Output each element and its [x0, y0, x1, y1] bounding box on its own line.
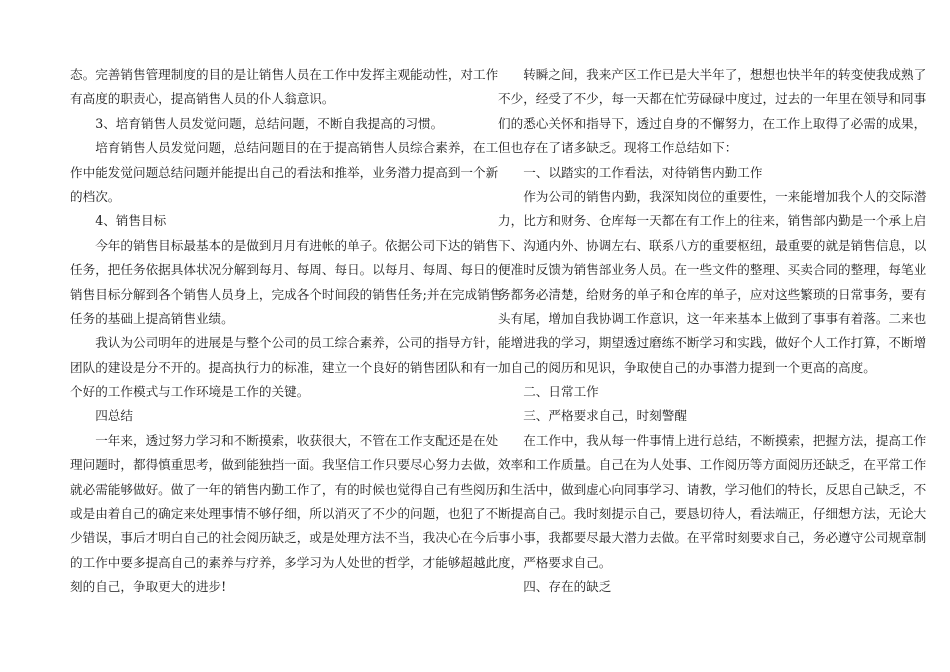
text-line: 作中能发觉问题总结问题并能提出自己的看法和推举，业务潜力提高到一个新 — [70, 164, 499, 180]
text-line: 3、培育销售人员发觉问题，总结问题，不断自我提高的习惯。 — [95, 115, 444, 131]
text-line: 的工作中要多提高自己的素养与疗养，多学习为人处世的哲学，才能够超越此 — [70, 554, 499, 570]
text-line: 头有尾，增加自我协调工作意识，这一年来基本上做到了事事有着落。二来也 — [498, 310, 927, 326]
text-line: 四总结 — [95, 408, 133, 424]
text-line: 销售目标分解到各个销售人员身上，完成各个时间段的销售任务;并在完成销售 — [70, 286, 503, 302]
text-line: 刻的自己，争取更大的进步! — [70, 579, 227, 595]
text-line: 不少，经受了不少，每一天都在忙劳碌碌中度过，过去的一年里在领导和同事 — [498, 91, 927, 107]
text-line: 但也存在了诸多缺乏。现将工作总结如下： — [498, 140, 738, 156]
text-line: 作为公司的销售内勤，我深知岗位的重要性，一来能增加我个人的交际潜 — [523, 188, 927, 204]
text-line: 转瞬之间，我来产区工作已是大半年了，想想也快半年的转变使我成熟了 — [523, 67, 927, 82]
text-line: 三、严格要求自己，时刻警醒 — [523, 408, 687, 424]
text-line: 的档次。 — [70, 188, 121, 204]
text-line: 或是由着自己的确定来处理事情不够仔细，所以消灭了不少的问题，也犯了不 — [70, 506, 499, 522]
text-line: 度，严格要求自己。 — [498, 554, 612, 570]
right-text-column — [498, 63, 927, 600]
text-line: 和生活中，做到虚心向同事学习、请教，学习他们的特长，反思自己缺乏，不 — [498, 481, 927, 497]
left-text-column — [70, 63, 511, 600]
text-line: 任务，把任务依据具体状况分解到每月、每周、每日。以每月、每周、每日的 — [70, 262, 499, 278]
text-line: 断提高自己。我时刻提示自己，要恳切待人，看法端正，仔细想方法，无论大 — [498, 506, 927, 522]
text-line: 力，比方和财务、仓库每一天都在有工作上的往来，销售部内勤是一个承上启 — [498, 213, 927, 229]
text-line: 少错误，事后才明白自己的社会阅历缺乏，或是处理方法不当，我决心在今后 — [70, 530, 499, 546]
text-line: 便准时反馈为销售部业务人员。在一些文件的整理、买卖合同的整理，每笔业 — [498, 262, 927, 278]
text-line: 四、存在的缺乏 — [523, 579, 612, 595]
text-line: 任务的基础上提高销售业绩。 — [70, 310, 234, 326]
text-line: 培育销售人员发觉问题，总结问题目的在于提高销售人员综合素养，在工 — [95, 140, 499, 156]
text-line: 个好的工作模式与工作环境是工作的关键。 — [70, 384, 310, 400]
text-line: 一、以踏实的工作看法，对待销售内勤工作 — [523, 164, 763, 180]
text-line: 就必需能够做好。做了一年的销售内勤工作了，有的时候也觉得自己有些阅历， — [70, 481, 511, 497]
text-line: 效率和工作质量。自己在为人处事、工作阅历等方面阅历还缺乏，在平常工作 — [498, 457, 927, 473]
text-line: 加自己的阅历和见识，争取使自己的办事潜力提到一个更高的高度。 — [498, 359, 876, 375]
text-line: 能增进我的学习，期望透过磨练不断学习和实践，做好个人工作打算，不断增 — [498, 335, 927, 351]
text-line: 在工作中，我从每一件事情上进行总结，不断摸索，把握方法，提高工作 — [523, 432, 927, 448]
text-line: 4、销售目标 — [95, 213, 167, 229]
text-line: 事小事，我都要尽最大潜力去做。在平常时刻要求自己，务必遵守公司规章制 — [498, 530, 927, 546]
text-line: 有高度的职责心，提高销售人员的仆人翁意识。 — [70, 91, 335, 107]
text-line: 团队的建设是分不开的。提高执行力的标准，建立一个良好的销售团队和有一 — [70, 359, 499, 375]
text-line: 务都务必清楚，给财务的单子和仓库的单子，应对这些繁琐的日常事务，要有 — [498, 286, 927, 302]
text-line: 一年来，透过努力学习和不断摸索，收获很大，不管在工作支配还是在处 — [95, 432, 499, 448]
text-line: 态。完善销售管理制度的目的是让销售人员在工作中发挥主观能动性，对工作 — [70, 67, 499, 82]
text-line: 今年的销售目标最基本的是做到月月有进帐的单子。依据公司下达的销售 — [95, 237, 499, 253]
text-line: 下、沟通内外、协调左右、联系八方的重要枢纽，最重要的就是销售信息，以 — [498, 237, 927, 253]
text-line: 二、日常工作 — [523, 384, 599, 400]
text-line: 理问题时，都得慎重思考，做到能独挡一面。我坚信工作只要尽心努力去做， — [70, 457, 499, 473]
text-line: 我认为公司明年的进展是与整个公司的员工综合素养，公司的指导方针， — [95, 335, 499, 351]
text-line: 们的悉心关怀和指导下，透过自身的不懈努力，在工作上取得了必需的成果， — [498, 115, 927, 131]
